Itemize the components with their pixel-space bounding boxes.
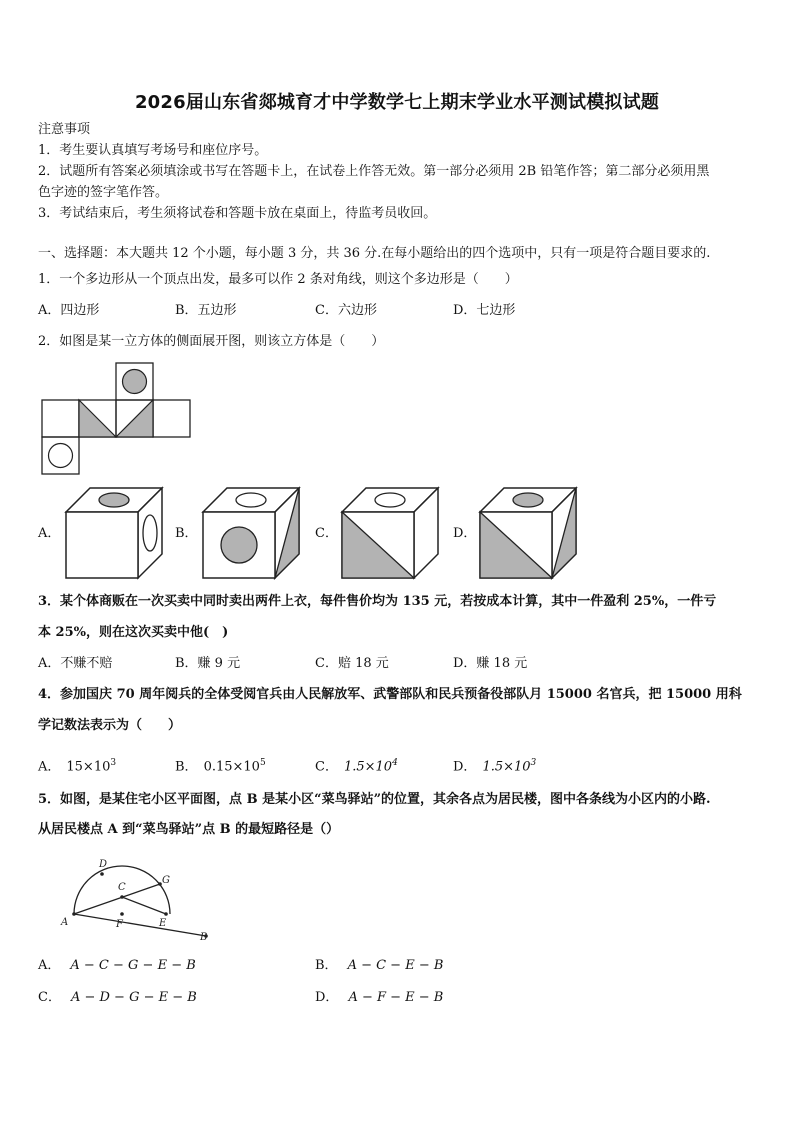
q5-letter-d: D． (315, 990, 339, 1005)
q2-cube-a (64, 486, 164, 582)
q3-stem-line2: 本 25%，则在这次买卖中他( ) (38, 625, 229, 640)
q5-point-e (164, 912, 168, 916)
q4-letter-a: A． (38, 759, 61, 775)
notice-heading: 注意事项 (38, 122, 91, 137)
q4-option-d (453, 755, 536, 775)
q5-label-e: E (159, 918, 167, 929)
q4-value-d: 1.5×10 (482, 759, 531, 775)
q5-letter-a: A． (38, 958, 61, 973)
q5-stem-line2: 从居民楼点 A 到“菜鸟驿站”点 B 的最短路径是（） (38, 822, 340, 837)
q4-exp-c: 4 (392, 758, 398, 768)
q4-exp-b: 5 (259, 758, 266, 768)
q2-cube-c (340, 486, 440, 582)
notice-item-2: 2．试题所有答案必须填涂或书写在答题卡上，在试卷上作答无效。第一部分必须用 2B 铅笔作答；第二部分必须用黑 (38, 164, 710, 179)
q5-label-a: A (61, 917, 69, 928)
q2-cube-b (201, 486, 301, 582)
q1-option-a: A．四边形 (38, 303, 100, 318)
q4-option-a (38, 755, 116, 775)
q5-map-figure (56, 852, 216, 944)
q5-path-d: A − F − E − B (348, 990, 444, 1005)
q4-stem-line1: 4．参加国庆 70 周年阅兵的全体受阅官兵由人民解放军、武警部队和民兵预备役部队月 15000 名官兵，把 15000 用科 (38, 687, 742, 702)
page-title: 2026届山东省郯城育才中学数学七上期末学业水平测试模拟试题 (134, 92, 660, 113)
notice-item-1: 1．考生要认真填写考场号和座位序号。 (38, 143, 268, 158)
q5-option-c (38, 990, 197, 1006)
q4-option-c (315, 755, 398, 775)
notice-item-3: 3．考试结束后，考生须将试卷和答题卡放在桌面上，待监考员收回。 (38, 206, 437, 221)
q5-road-ab (74, 914, 206, 936)
q3-option-b: B．赚 9 元 (175, 656, 241, 671)
q5-path-b: A − C − E − B (347, 958, 444, 973)
q3-option-c: C．赔 18 元 (315, 656, 389, 671)
q5-point-c (120, 895, 124, 899)
q2-label-a: A． (38, 526, 61, 541)
q4-value-c: 1.5×10 (343, 759, 393, 775)
q4-option-b (175, 755, 266, 775)
notice-item-2-cont: 色字迹的签字笔作答。 (38, 185, 169, 200)
q5-letter-c: C． (38, 990, 61, 1005)
q5-option-d (315, 990, 443, 1006)
q5-road-ag (74, 884, 160, 914)
q4-exp-a: 3 (110, 758, 117, 768)
q5-option-b (315, 958, 443, 974)
q5-point-f (120, 912, 124, 916)
q5-stem-line1: 5．如图，是某住宅小区平面图，点 B 是某小区“菜鸟驿站”的位置，其余各点为居民楼，图中各条线为小区内的小路. (38, 792, 711, 807)
q4-letter-c: C． (315, 759, 338, 775)
q4-stem-line2: 学记数法表示为（ ） (38, 718, 182, 733)
q5-option-a (38, 958, 196, 974)
q4-letter-b: B． (175, 759, 198, 775)
q4-exp-d: 3 (530, 758, 537, 768)
q4-letter-d: D． (453, 759, 477, 775)
q5-label-f: F (116, 919, 123, 930)
q5-path-a: A − C − G − E − B (70, 958, 196, 973)
q2-cube-d (478, 486, 578, 582)
q5-label-c: C (118, 882, 126, 893)
q1-stem: 1．一个多边形从一个顶点出发，最多可以作 2 条对角线，则这个多边形是（ ） (38, 272, 518, 287)
cube-net-figure (40, 362, 192, 476)
q1-option-d: D．七边形 (453, 303, 516, 318)
q3-option-d: D．赚 18 元 (453, 656, 528, 671)
q5-label-g: G (162, 875, 170, 886)
q3-stem-line1: 3．某个体商贩在一次买卖中同时卖出两件上衣，每件售价均为 135 元，若按成本计算，其中一件盈利 25%，一件亏 (38, 594, 717, 609)
section-heading: 一、选择题：本大题共 12 个小题，每小题 3 分，共 36 分.在每小题给出的四个选项中，只有一项是符合题目要求的. (38, 246, 711, 261)
q5-road-ce (122, 897, 166, 914)
q4-value-a: 15×10 (66, 759, 111, 775)
q1-option-c: C．六边形 (315, 303, 377, 318)
q1-option-b: B．五边形 (175, 303, 237, 318)
q2-label-b: B． (175, 526, 198, 541)
q5-point-a (72, 912, 76, 916)
q2-label-c: C． (315, 526, 338, 541)
q5-label-b: B (200, 932, 208, 943)
q2-label-d: D． (453, 526, 477, 541)
q2-stem: 2．如图是某一立方体的侧面展开图，则该立方体是（ ） (38, 334, 385, 349)
q4-value-b: 0.15×10 (203, 759, 260, 775)
q3-option-a: A．不赚不赔 (38, 656, 113, 671)
q5-point-d (100, 872, 104, 876)
q5-letter-b: B． (315, 958, 338, 973)
q5-label-d: D (99, 859, 108, 870)
q5-path-c: A − D − G − E − B (70, 990, 197, 1005)
